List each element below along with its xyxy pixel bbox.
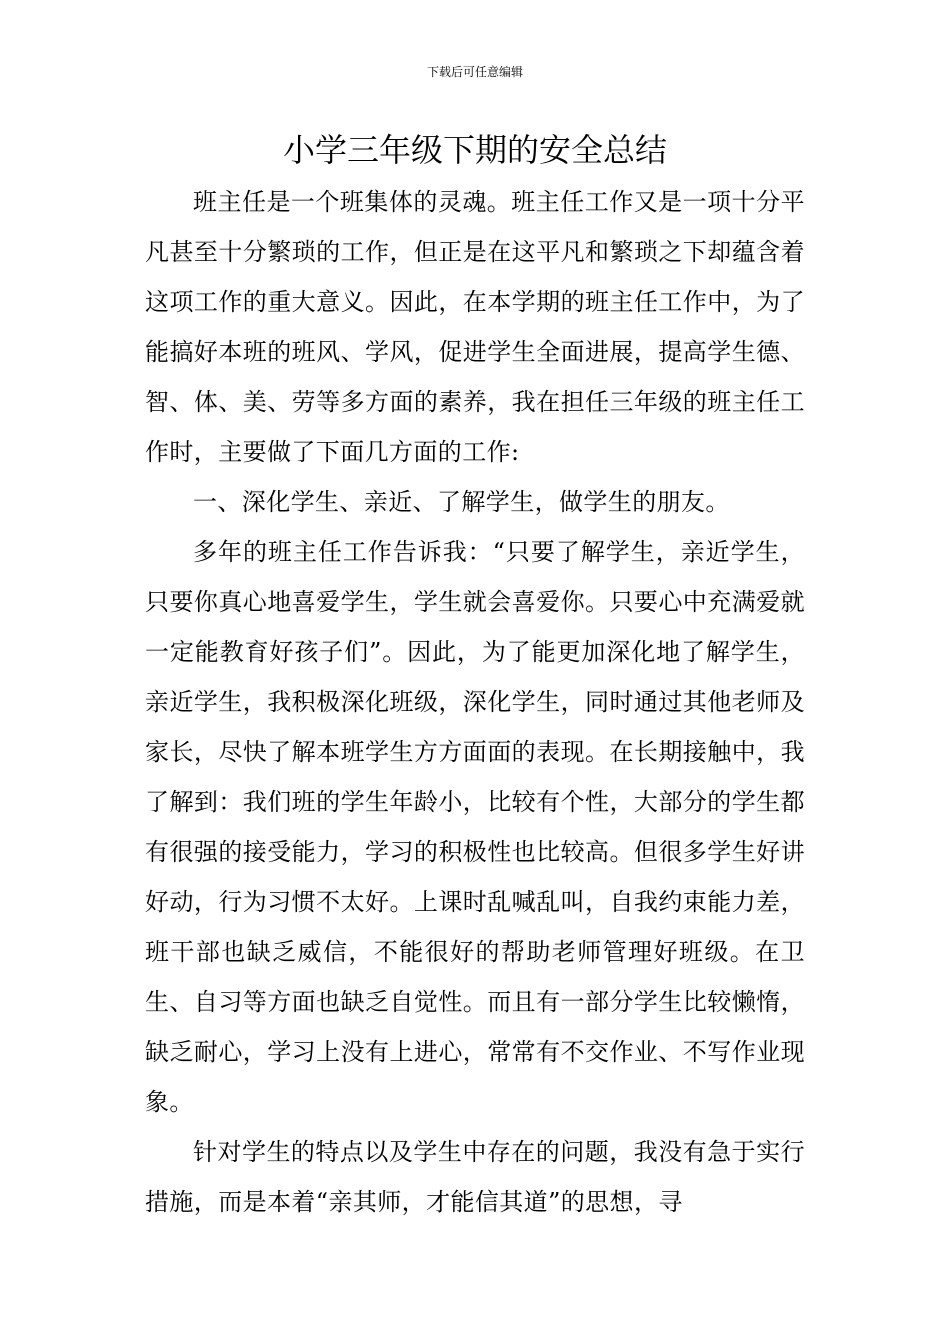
document-title: 小学三年级下期的安全总结	[282, 131, 667, 169]
paragraph-experience: 多年的班主任工作告诉我：“只要了解学生，亲近学生，只要你真心地喜爱学生，学生就会喜爱你。只要心中充满爱就一定能教育好孩子们”。因此，为了能更加深化地了解学生，亲近学生，我积极深化班级，深化学生，同时通过其他老师及家长，尽快了解本班学生方方面面的表现。在长期接触中，我了解到：我们班的学生年龄小，比较有个性，大部分的学生都有很强的接受能力，学习的积极性也比较高。但很多学生好讲好动，行为习惯不太好。上课时乱喊乱叫，自我约束能力差，班干部也缺乏威信，不能很好的帮助老师管理好班级。在卫生、自习等方面也缺乏自觉性。而且有一部分学生比较懒惰，缺乏耐心，学习上没有上进心，常常有不交作业、不写作业现象。	[145, 538, 805, 1116]
paragraph-measures: 针对学生的特点以及学生中存在的问题，我没有急于实行措施，而是本着“亲其师，才能信其道”的思想，寻	[145, 1138, 805, 1216]
paragraph-section-heading: 一、深化学生、亲近、了解学生，做学生的朋友。	[193, 488, 730, 516]
document-body	[145, 177, 805, 1227]
paragraph-intro: 班主任是一个班集体的灵魂。班主任工作又是一项十分平凡甚至十分繁琐的工作，但正是在这平凡和繁琐之下却蕴含着这项工作的重大意义。因此，在本学期的班主任工作中，为了能搞好本班的班风、学风，促进学生全面进展，提高学生德、智、体、美、劳等多方面的素养，我在担任三年级的班主任工作时，主要做了下面几方面的工作:	[145, 188, 805, 466]
header-note: 下载后可任意编辑	[426, 65, 523, 79]
